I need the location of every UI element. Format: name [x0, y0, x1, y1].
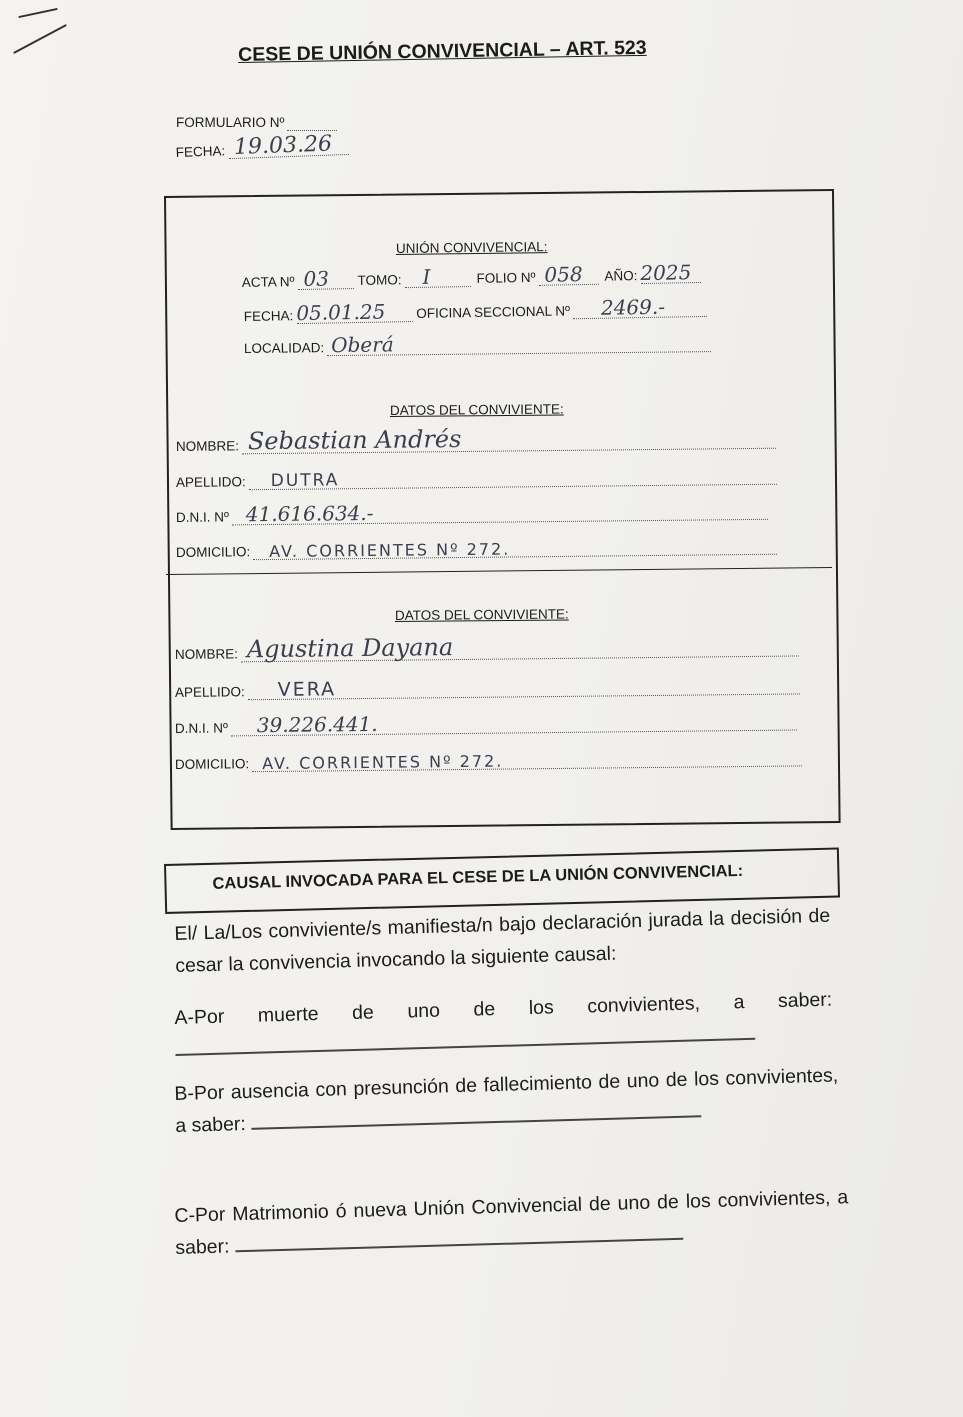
dni2-value: 39.226.441. — [256, 711, 378, 738]
nombre2-label: NOMBRE: — [174, 646, 239, 663]
nombre1-label: NOMBRE: — [175, 438, 240, 455]
tomo-label: TOMO: — [357, 272, 402, 288]
pen-mark — [18, 8, 58, 18]
causal-c — [174, 1181, 850, 1264]
oficina-value: 2469.- — [600, 294, 666, 320]
domicilio1-value: AV. CORRIENTES Nº 272. — [269, 539, 511, 562]
tomo-field[interactable] — [404, 266, 470, 288]
fecha-value: 19.03.26 — [233, 131, 333, 160]
domicilio2-value: AV. CORRIENTES Nº 272. — [262, 751, 504, 774]
acta-label: ACTA Nº — [241, 274, 295, 291]
oficina-label: OFICINA SECCIONAL Nº — [416, 303, 571, 321]
acta-field[interactable] — [297, 268, 353, 290]
formulario-field[interactable] — [287, 110, 337, 131]
causal-b-line[interactable] — [251, 1115, 701, 1130]
causal-intro: El/ La/Los conviviente/s manifiesta/n bajo declaración jurada la decisión de cesar la convivencia invocando la siguiente causal: — [174, 904, 831, 977]
fecha-field[interactable] — [228, 131, 349, 160]
union-fecha-field[interactable] — [296, 301, 412, 324]
localidad-label: LOCALIDAD: — [243, 340, 325, 357]
anio-value: 2025 — [640, 260, 692, 286]
nombre2-value: Agustina Dayana — [246, 633, 454, 664]
acta-value: 03 — [303, 266, 330, 291]
apellido2-label: APELLIDO: — [174, 684, 245, 701]
folio-field[interactable] — [538, 264, 598, 286]
causal-c-text: C-Por Matrimonio ó nueva Unión Convivencial de uno de los convivientes, a saber: — [174, 1186, 849, 1259]
causal-a-line[interactable] — [175, 1038, 755, 1056]
document-title: CESE DE UNIÓN CONVIVENCIAL – ART. 523 — [238, 36, 647, 66]
union-fecha-value: 05.01.25 — [296, 299, 386, 326]
folio-value: 058 — [544, 262, 583, 287]
fecha-row — [175, 131, 348, 161]
pen-mark — [13, 24, 67, 54]
causal-a — [174, 984, 834, 1066]
oficina-field[interactable] — [573, 296, 707, 319]
dni2-label: D.N.I. Nº — [174, 720, 228, 737]
domicilio1-label: DOMICILIO: — [175, 544, 251, 561]
causal-a-text: A-Por muerte de uno de los convivientes, a saber: — [174, 988, 833, 1029]
union-fecha-label: FECHA: — [243, 308, 294, 325]
causal-c-line[interactable] — [235, 1238, 683, 1253]
causal-b-text: B-Por ausencia con presunción de fallecimiento de uno de los convivientes, a saber: — [174, 1064, 839, 1137]
nombre1-value: Sebastian Andrés — [247, 425, 462, 456]
apellido1-label: APELLIDO: — [175, 474, 246, 491]
domicilio2-label: DOMICILIO: — [174, 756, 250, 773]
tomo-value: I — [422, 264, 431, 289]
dni1-value: 41.616.634.- — [245, 500, 374, 527]
anio-field[interactable] — [640, 262, 700, 284]
formulario-label: FORMULARIO Nº — [176, 115, 285, 130]
folio-label: FOLIO Nº — [476, 269, 536, 286]
apellido1-value: DUTRA — [270, 470, 340, 492]
localidad-field[interactable] — [327, 331, 711, 356]
formulario-row — [176, 110, 337, 131]
causal-heading: CAUSAL INVOCADA PARA EL CESE DE LA UNIÓN CONVIVENCIAL: — [212, 861, 744, 893]
conviviente2-heading: DATOS DEL CONVIVIENTE: — [394, 606, 569, 623]
fecha-label: FECHA: — [175, 143, 226, 161]
localidad-value: Oberá — [331, 332, 394, 358]
causal-b — [174, 1059, 840, 1142]
dni1-label: D.N.I. Nº — [175, 509, 229, 526]
conviviente1-heading: DATOS DEL CONVIVIENTE: — [389, 401, 564, 418]
anio-label: AÑO: — [604, 268, 638, 284]
apellido2-value: VERA — [277, 678, 337, 701]
union-heading: UNIÓN CONVIVENCIAL: — [395, 239, 548, 256]
